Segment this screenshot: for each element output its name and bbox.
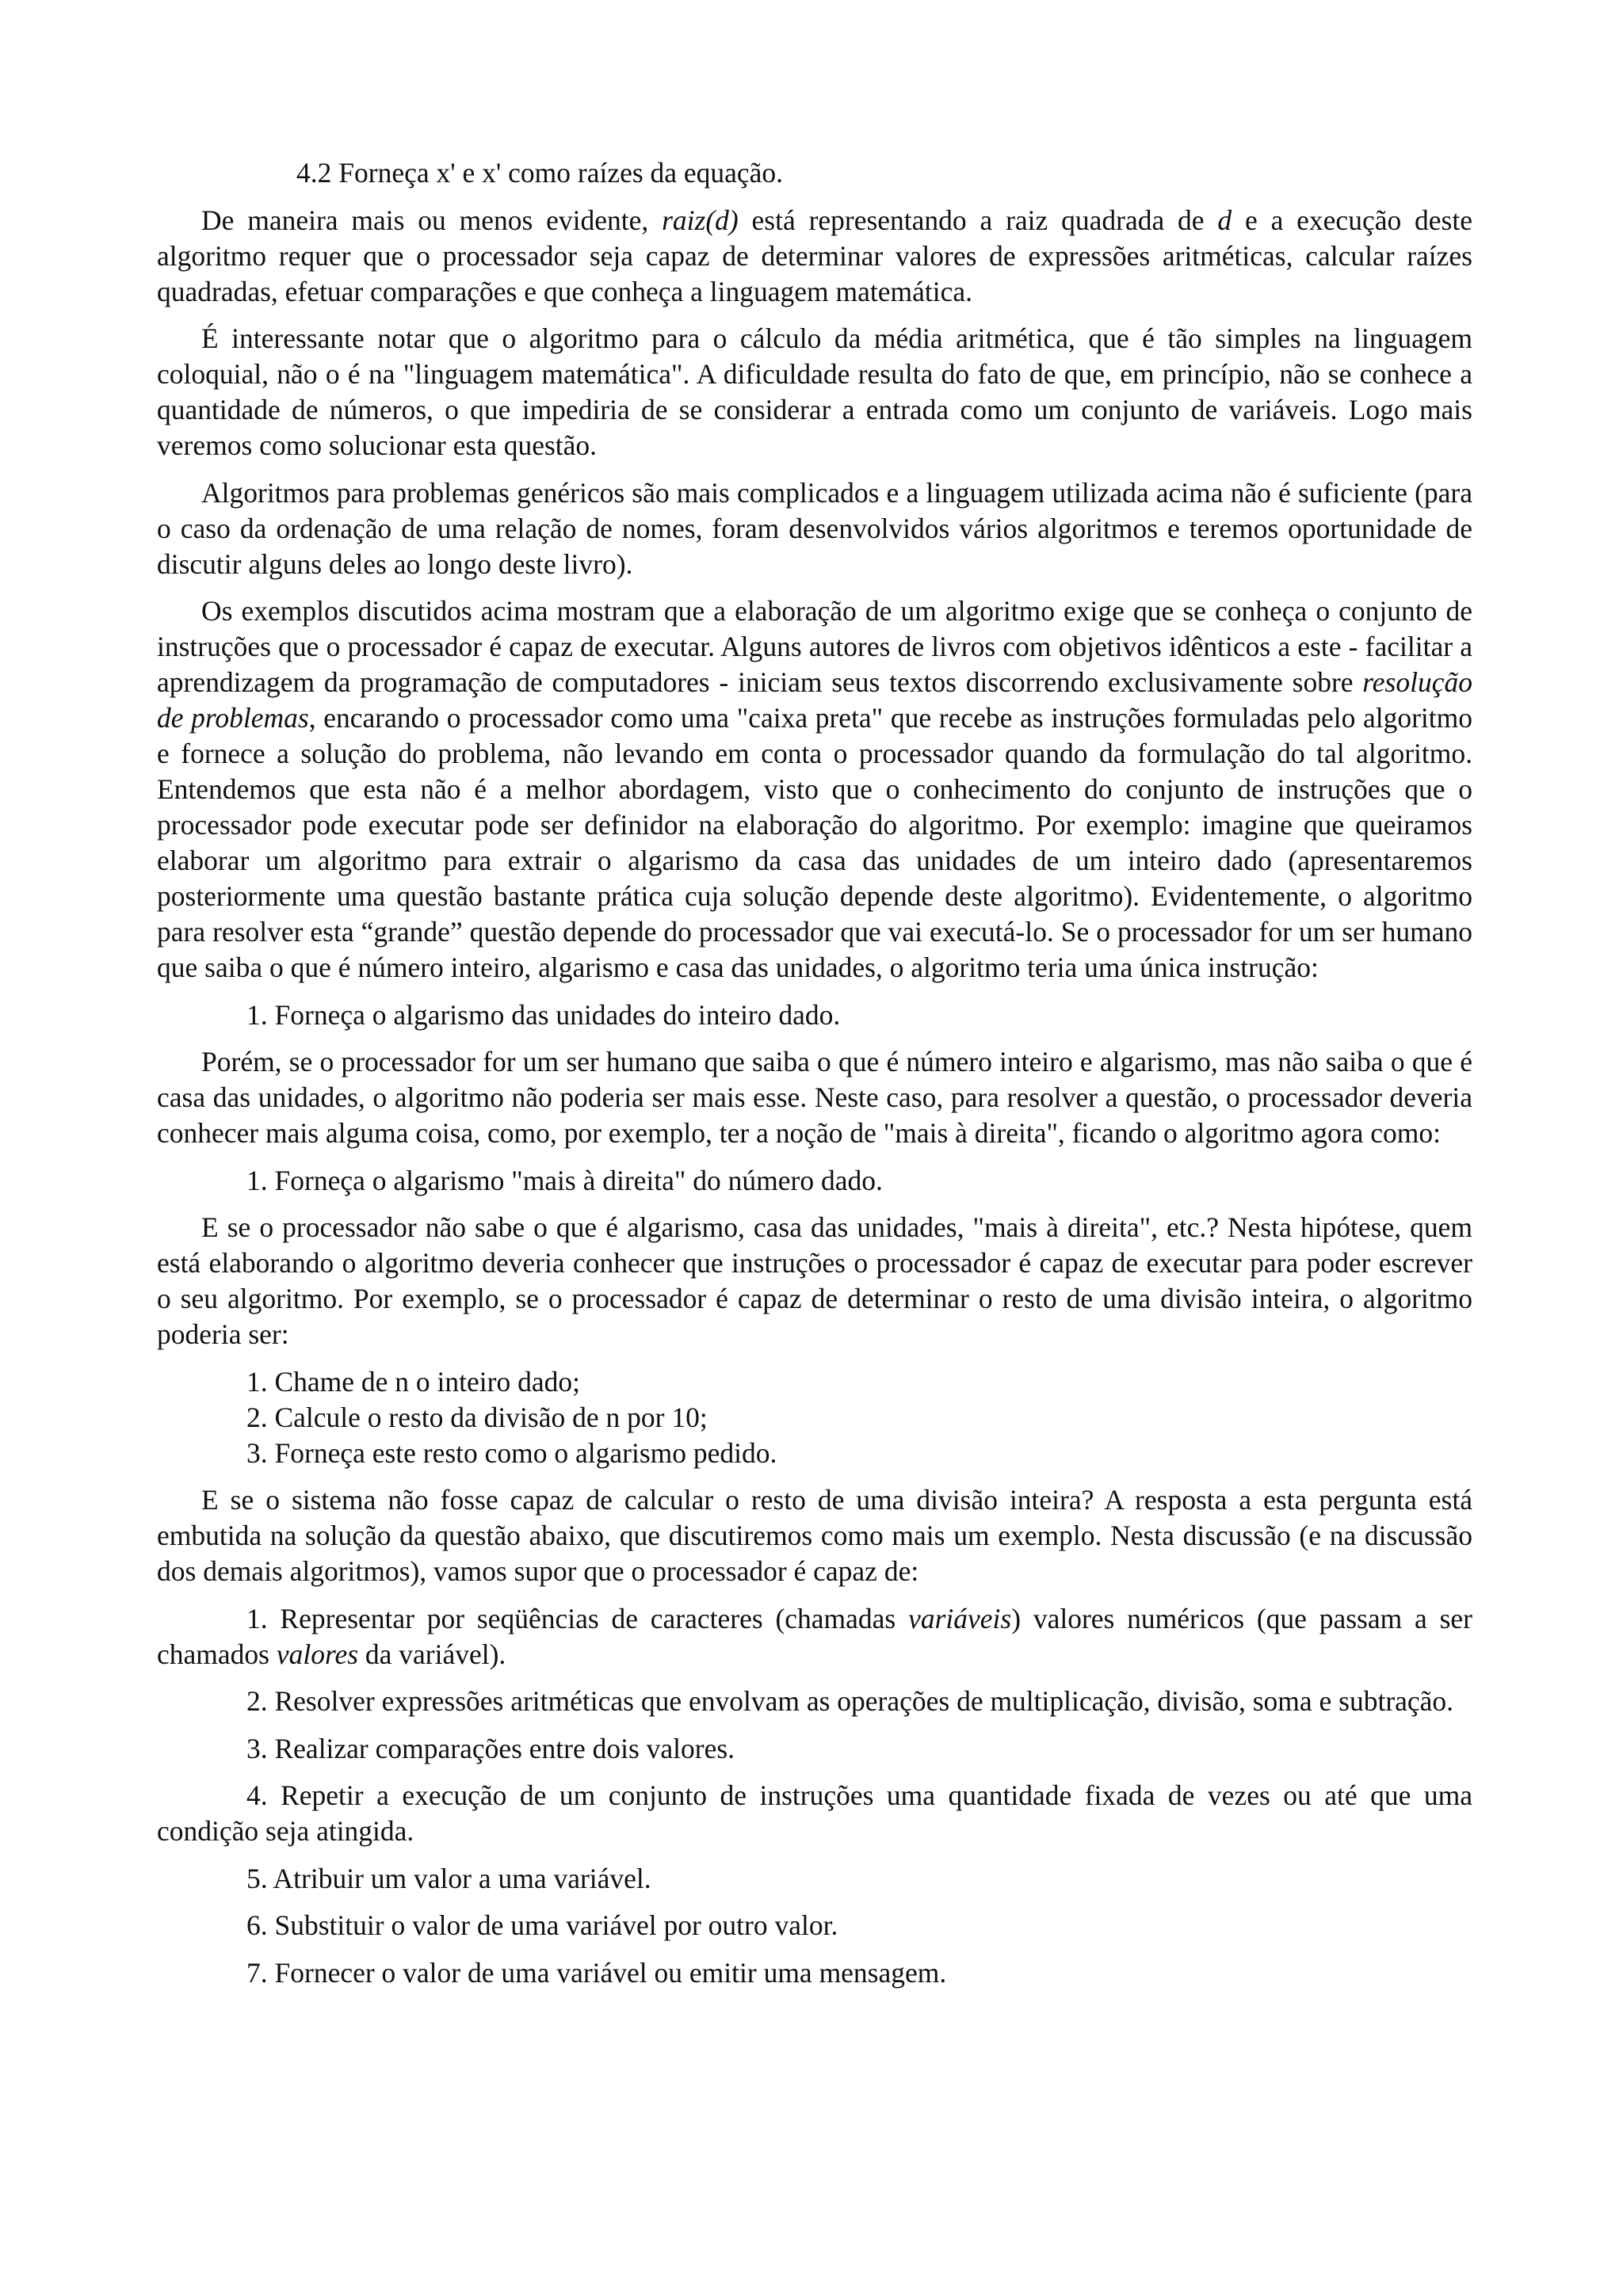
- paragraph-exemplos: [157, 593, 1472, 986]
- algorithm-step: 1. Forneça o algarismo "mais à direita" do número dado.: [246, 1164, 883, 1196]
- list-item: 1. Chame de n o inteiro dado;: [246, 1365, 580, 1398]
- text-run: 1. Representar por seqüências de caracteres (chamadas: [246, 1602, 909, 1634]
- italic-term: valores: [276, 1638, 359, 1670]
- capability-1: [157, 1601, 1472, 1672]
- algorithm-steps-list: [157, 1364, 1472, 1471]
- text-run: Os exemplos discutidos acima mostram que a elaboração de um algoritmo exige que se conheça o conjunto de instruções que o processador é capaz de executar. Alguns autores de livros com objetivos idênticos a este - facilitar a aprendizagem da programação de computadores - iniciam seus textos discorrendo exclusivamente sobre: [157, 595, 1472, 698]
- capability-5: 5. Atribuir um valor a uma variável.: [246, 1862, 651, 1894]
- italic-term: raiz(d): [662, 204, 739, 236]
- italic-term: variáveis: [908, 1602, 1012, 1634]
- list-item: 2. Calcule o resto da divisão de n por 10;: [246, 1401, 708, 1433]
- italic-term: d: [1217, 204, 1232, 236]
- capability-4: 4. Repetir a execução de um conjunto de instruções uma quantidade fixada de vezes ou até que uma condição seja atingida.: [157, 1779, 1472, 1847]
- paragraph-media: É interessante notar que o algoritmo para o cálculo da média aritmética, que é tão simples na linguagem coloquial, não o é na "linguagem matemática". A dificuldade resulta do fato de que, em princípio, não se conhece a quantidade de números, o que impediria de se considerar a entrada como um conjunto de variáveis. Logo mais veremos como solucionar esta questão.: [157, 322, 1472, 461]
- text-run: , encarando o processador como uma "caixa preta" que recebe as instruções formuladas pelo algoritmo e fornece a solução do problema, não levando em conta o processador quando da formulação do tal algoritmo. Entendemos que esta não é a melhor abordagem, visto que o conhecimento do conjunto de instruções que o processador pode executar pode ser definidor na elaboração do algoritmo. Por exemplo: imagine que queiramos elaborar um algoritmo para extrair o algarismo da casa das unidades de um inteiro dado (apresentaremos posteriormente uma questão bastante prática cuja solução depende deste algoritmo). Evidentemente, o algoritmo para resolver esta “grande” questão depende do processador que vai executá-lo. Se o processador for um ser humano que saiba o que é número inteiro, algarismo e casa das unidades, o algoritmo teria uma única instrução:: [157, 702, 1473, 983]
- paragraph-hipotese: E se o processador não sabe o que é algarismo, casa das unidades, "mais à direita", etc.? Nesta hipótese, quem está elaborando o algoritmo deveria conhecer que instruções o processador é capaz de executar para poder escrever o seu algoritmo. Por exemplo, se o processador é capaz de determinar o resto de uma divisão inteira, o algoritmo poderia ser:: [157, 1211, 1472, 1350]
- algorithm-step-4-2: 4.2 Forneça x' e x' como raízes da equação.: [296, 157, 784, 189]
- paragraph-sistema: E se o sistema não fosse capaz de calcular o resto de uma divisão inteira? A resposta a esta pergunta está embutida na solução da questão abaixo, que discutiremos como mais um exemplo. Nesta discussão (e na discussão dos demais algoritmos), vamos supor que o processador é capaz de:: [157, 1484, 1472, 1587]
- text-run: e a execução deste algoritmo requer que o processador seja capaz de determinar valores de expressões aritméticas, calcular raízes quadradas, efetuar comparações e que conheça a linguagem matemática.: [157, 204, 1472, 307]
- list-item: 3. Forneça este resto como o algarismo pedido.: [246, 1436, 777, 1469]
- text-run: De maneira mais ou menos evidente,: [201, 204, 663, 236]
- algorithm-step: 1. Forneça o algarismo das unidades do inteiro dado.: [246, 998, 841, 1031]
- italic-term: resolução de problemas: [157, 666, 1472, 734]
- paragraph-raiz: [157, 203, 1472, 310]
- capability-3: 3. Realizar comparações entre dois valores.: [246, 1732, 735, 1764]
- capability-2: 2. Resolver expressões aritméticas que envolvam as operações de multiplicação, divisão, soma e subtração.: [246, 1685, 1454, 1717]
- document-page: [157, 155, 1472, 2002]
- text-run: está representando a raiz quadrada de: [738, 204, 1218, 236]
- capability-6: 6. Substituir o valor de uma variável por outro valor.: [246, 1909, 838, 1941]
- paragraph-genericos: Algoritmos para problemas genéricos são mais complicados e a linguagem utilizada acima não é suficiente (para o caso da ordenação de uma relação de nomes, foram desenvolvidos vários algoritmos e teremos oportunidade de discutir alguns deles ao longo deste livro).: [157, 476, 1472, 580]
- text-run: ) valores numéricos (que passam a ser chamados: [157, 1602, 1473, 1670]
- text-run: da variável).: [358, 1638, 506, 1670]
- capability-7: 7. Fornecer o valor de uma variável ou emitir uma mensagem.: [246, 1956, 947, 1989]
- paragraph-porem: Porém, se o processador for um ser humano que saiba o que é número inteiro e algarismo, mas não saiba o que é casa das unidades, o algoritmo não poderia ser mais esse. Neste caso, para resolver a questão, o processador deveria conhecer mais alguma coisa, como, por exemplo, ter a noção de "mais à direita", ficando o algoritmo agora como:: [157, 1046, 1472, 1149]
